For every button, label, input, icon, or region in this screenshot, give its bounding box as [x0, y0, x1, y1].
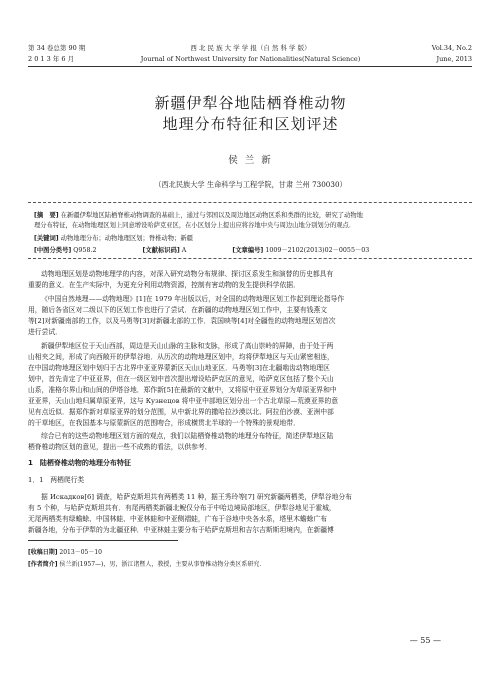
- vol-number: Vol.34, No.2: [431, 44, 472, 52]
- keywords-text: 动物地理分布；动物地理区划；脊椎动物；新疆: [60, 235, 193, 242]
- author-bio-label: [作者简介]: [28, 561, 58, 568]
- abstract-text-1: 在新疆伊犁地区陆栖脊椎动物调查的基础上，通过与邻国以及周边地区动物区系和类群的比较，研究了动物地: [60, 212, 363, 219]
- body-line: 划中，首先肯定了中亚亚界，但在一级区划中首次提出增设哈萨克区的意见，哈萨克区包括了整个天山: [28, 375, 334, 383]
- author-bio-line: [28, 559, 265, 568]
- body-line: 见有点近似．据郑作新对草原亚界的划分范围，从中新北界的撒哈拉沙漠以北、阿拉伯沙漠、亚洲中部: [28, 408, 334, 416]
- article-id-value: 1009－2102(2013)02－0055－03: [265, 247, 370, 254]
- abstract-line1: [34, 210, 363, 219]
- author-name: 侯 兰 新: [228, 155, 273, 166]
- abstract-label: [摘 要]: [34, 212, 59, 219]
- body-line: 进行尝试．: [28, 328, 62, 336]
- body-line: 山相夹之间，形成了向西敞开的伊犁谷地．从历次的动物地理区划中，均将伊犁地区与天山紧密相连，: [28, 353, 334, 361]
- body-line: 的干草地区，在我国基本与原蒙新区的范围吻合，形成横贯北半球的一个特殊的景观地带．: [28, 419, 300, 427]
- abstract-bottom-rule: [28, 258, 472, 259]
- article-title-line1: 新疆伊犁谷地陆栖脊椎动物: [154, 94, 347, 112]
- clc-value: Q958.2: [73, 247, 97, 254]
- received-date-line: [28, 547, 102, 556]
- article-id-label: [文章编号]: [232, 247, 264, 254]
- body-line: 《中国自然地理——动物地理》[1]在 1979 年出版以后，对全国的动物地理区划工作起到理论指导作: [41, 295, 345, 303]
- footnote-rule: [28, 540, 178, 541]
- classification-line: [34, 245, 369, 254]
- article-title-line2: 地理分布特征和区划评述: [162, 115, 339, 133]
- keywords-label: [关键词]: [34, 235, 59, 242]
- header-rule: [28, 66, 472, 67]
- author-bio: 侯兰新(1957—)，男，浙江诸暨人，教授，主要从事脊椎动物分类区系研究．: [59, 561, 266, 568]
- body-line: 动物地理区划是动物地理学的内容，对深入研究动物分布规律、探讨区系发生和演替的历史都具有: [41, 270, 334, 278]
- body-line: 等[2]对新疆南部的工作，以及马勇等[3]对新疆北部的工作．袁国映等[4]对全疆性的动物地理区划首次: [28, 317, 336, 325]
- body-line: 据 Искадков[6] 调查，哈萨克斯坦共有两栖类 11 种，据王秀玲等[7] 研究新疆两栖类，伊犁谷地分布: [41, 493, 352, 501]
- journal-name-cn: 西 北 民 族 大 学 学 报（自 然 科 学 版）: [190, 44, 311, 52]
- abstract-text-2: 理分布特征，在动物地理区划上同意增设哈萨克亚区，在小区划分上提出应将谷地中央与周边山地分别划分的观点．: [34, 222, 356, 229]
- keywords-line: [34, 233, 193, 242]
- received-date: 2013－05－10: [59, 549, 102, 556]
- section-heading: 1 陆栖脊椎动物的地理分布特征: [28, 459, 131, 467]
- body-line: 亚亚界，天山山地归属草原亚界，这与 Кузнецов 将中亚中部地区划分出一个古北草原—荒漠亚界的意: [28, 397, 339, 405]
- body-line: 在中国动物地理区划中划归于古北界中亚亚界蒙新区天山山地亚区．马勇等[3]在北疆啮齿动物地理区: [28, 364, 330, 372]
- body-line: 综合已有的这些动物地理区划方面的观点，我们以陆栖脊椎动物的地理分布特征，简述伊犁地区陆: [41, 432, 334, 440]
- doc-code-value: A: [181, 247, 187, 254]
- doc-code-label: [文献标识码]: [142, 247, 180, 254]
- abstract-top-rule: [28, 202, 472, 203]
- volume-info: 第 34 卷总第 90 期: [28, 44, 86, 52]
- body-line: 无尾两栖类有绿蟾蜍、中国林蛙、中亚林蛙和中亚侧褶蛙，广布于谷地中央各水系，塔里木蟾蜍广布: [28, 515, 328, 523]
- body-line: 新疆伊犁地区位于天山西部，周边是天山山脉的主脉和支脉，形成了高山崇岭的屏障，由于处于两: [41, 342, 334, 350]
- subsection-heading: 1．1 两栖爬行类: [28, 476, 85, 484]
- body-line: 栖脊椎动物区划的意见，提出一些不成熟的看法，以供参考．: [28, 443, 212, 451]
- page-number: — 55 —: [409, 636, 441, 645]
- body-line: 新疆各地，分布于伊犁的为北疆亚种．中亚林蛙主要分布于哈萨克斯坦和吉尔吉斯斯坦境内，在新疆博: [28, 526, 334, 534]
- issue-month: June, 2013: [436, 55, 472, 63]
- received-label: [收稿日期]: [28, 549, 58, 556]
- issue-date: 2 0 1 3 年 6 月: [28, 55, 75, 63]
- author-affiliation: （西北民族大学 生命科学与工程学院，甘肃 兰州 730030）: [154, 180, 347, 189]
- journal-name-en: Journal of Northwest University for Nationalities(Natural Science): [140, 55, 361, 63]
- clc-label: [中图分类号]: [34, 247, 72, 254]
- body-line: 重要的意义．在生产实际中，为更充分利用动物资源，控制有害动物的发生提供科学依据．: [28, 281, 300, 289]
- body-line: 山系，准格尔界山和山间的伊塔谷地．郑作新[5]在最新的文献中，又将原中亚亚界划分为草原亚界和中: [28, 386, 337, 394]
- body-line: 有 5 个种，与哈萨克斯坦共有．有尾两栖类新疆北鲵仅分布于中哈边境局部地区，伊犁谷地见于霍城，: [28, 504, 336, 512]
- body-line: 用，随后各省区对二级以下的区划工作也进行了尝试．在新疆的动物地理区划工作中，主要有钱燕文: [28, 306, 328, 314]
